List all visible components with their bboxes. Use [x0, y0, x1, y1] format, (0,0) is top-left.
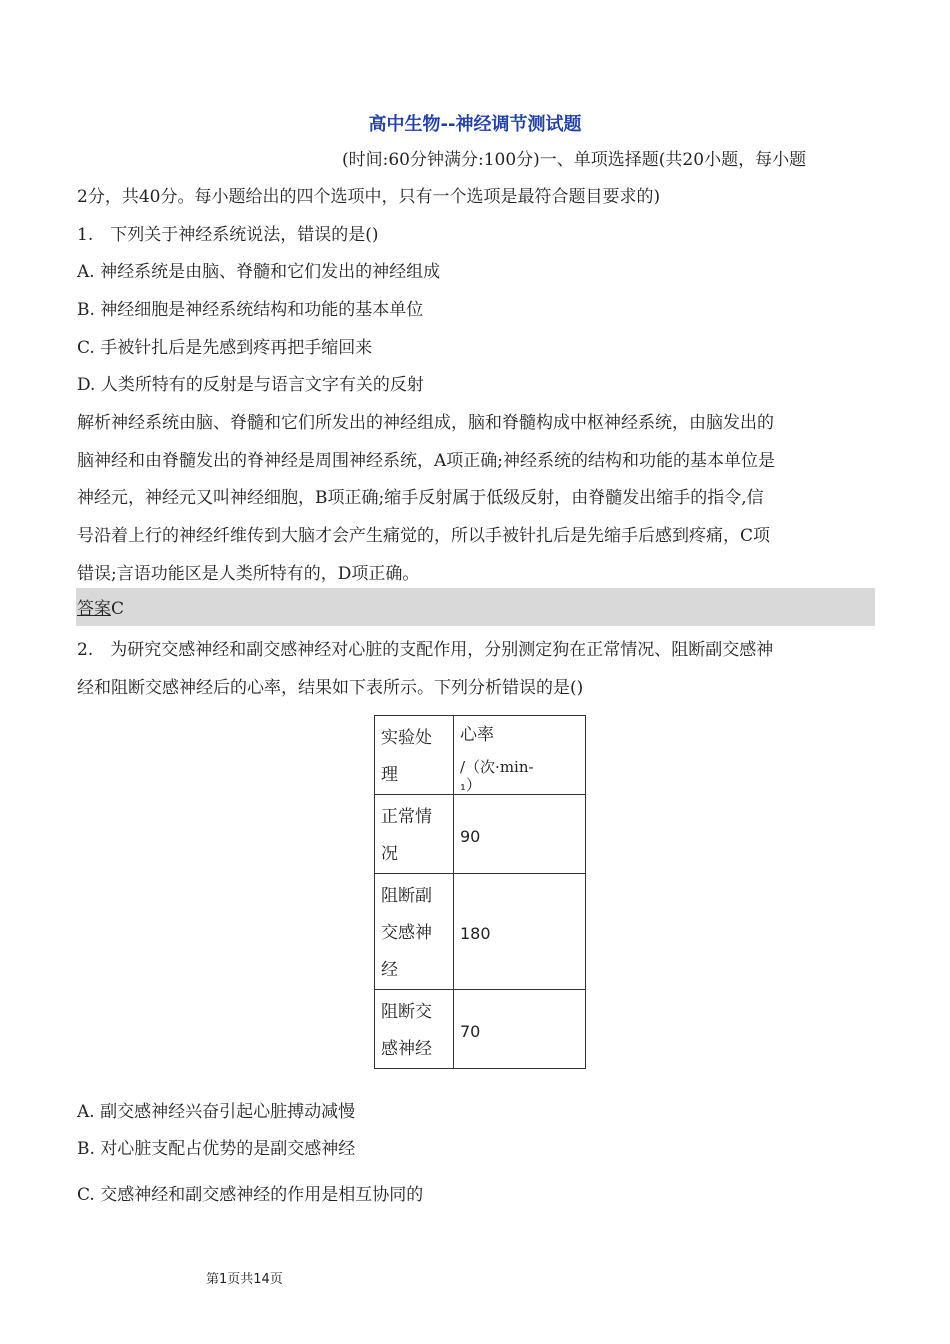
header-heart-rate-cell — [454, 716, 586, 795]
header-treatment-text-2: 理 — [381, 765, 398, 785]
header-unit-line-1: /（次·min- — [460, 758, 534, 776]
question-2-stem-line-1: 2. 为研究交感神经和副交感神经对心脏的支配作用，分别测定狗在正常情况、阻断副交感神 — [77, 640, 774, 660]
answer-label: 答案 — [77, 599, 111, 619]
row-label-cell — [375, 795, 454, 874]
question-2-option-b: B. 对心脏支配占优势的是副交感神经 — [77, 1139, 356, 1159]
analysis-line-2: 脑神经和由脊髓发出的脊神经是周围神经系统，A项正确;神经系统的结构和功能的基本单位是 — [77, 451, 776, 471]
row-value-text: 180 — [460, 924, 491, 943]
header-treatment-cell — [375, 716, 454, 795]
header-heart-rate-text: 心率 — [460, 725, 494, 745]
row-value-text: 90 — [460, 826, 481, 846]
question-1-option-b: B. 神经细胞是神经系统结构和功能的基本单位 — [77, 300, 424, 320]
row-value-cell — [454, 795, 586, 874]
question-2-option-a: A. 副交感神经兴奋引起心脏搏动减慢 — [77, 1102, 356, 1122]
row-label-text: 感神经 — [381, 1039, 432, 1059]
question-2-stem-line-2: 经和阻断交感神经后的心率，结果如下表所示。下列分析错误的是() — [77, 678, 584, 698]
row-label-cell — [375, 874, 454, 990]
table-row — [375, 874, 586, 990]
page-title: 高中生物--神经调节测试题 — [368, 114, 582, 135]
row-label-text: 况 — [381, 844, 398, 864]
analysis-line-5: 错误;言语功能区是人类所特有的，D项正确。 — [77, 564, 420, 584]
answer-line — [77, 598, 124, 620]
row-label-cell — [375, 990, 454, 1069]
row-value-cell — [454, 990, 586, 1069]
question-1-option-d: D. 人类所特有的反射是与语言文字有关的反射 — [77, 375, 424, 395]
question-1-option-a: A. 神经系统是由脑、脊髓和它们发出的神经组成 — [77, 262, 441, 282]
row-label-text: 经 — [381, 960, 398, 980]
row-label-text: 阻断交 — [381, 1002, 432, 1022]
row-label-text: 阻断副 — [381, 886, 432, 906]
page-number-footer: 第1页共14页 — [206, 1272, 283, 1287]
intro-line-2: 2分，共40分。每小题给出的四个选项中，只有一个选项是最符合题目要求的) — [77, 187, 661, 207]
question-1-stem: 1. 下列关于神经系统说法，错误的是() — [77, 225, 379, 245]
analysis-line-1: 解析神经系统由脑、脊髓和它们所发出的神经组成，脑和脊髓构成中枢神经系统，由脑发出的 — [77, 413, 774, 433]
answer-value: C — [111, 599, 125, 619]
table-row — [375, 990, 586, 1069]
question-2-option-c: C. 交感神经和副交感神经的作用是相互协同的 — [77, 1185, 424, 1205]
header-unit-line-2: ₁） — [460, 776, 482, 794]
header-treatment-text-1: 实验处 — [381, 728, 432, 748]
row-label-text: 交感神 — [381, 923, 432, 943]
row-value-cell — [454, 874, 586, 990]
row-label-text: 正常情 — [381, 807, 432, 827]
question-1-option-c: C. 手被针扎后是先感到疼再把手缩回来 — [77, 338, 373, 358]
analysis-line-3: 神经元，神经元又叫神经细胞，B项正确;缩手反射属于低级反射，由脊髓发出缩手的指令,信 — [77, 488, 764, 508]
intro-line-1: (时间:60分钟满分:100分)一、单项选择题(共20小题，每小题 — [342, 150, 807, 170]
row-value-text: 70 — [460, 1021, 481, 1041]
table-header-row — [375, 716, 586, 795]
header-unit-text — [460, 758, 585, 794]
analysis-line-4: 号沿着上行的神经纤维传到大脑才会产生痛觉的，所以手被针扎后是先缩手后感到疼痛，C项 — [77, 526, 771, 546]
table-row — [375, 795, 586, 874]
answer-highlight — [76, 588, 875, 626]
heart-rate-table — [374, 715, 586, 1069]
